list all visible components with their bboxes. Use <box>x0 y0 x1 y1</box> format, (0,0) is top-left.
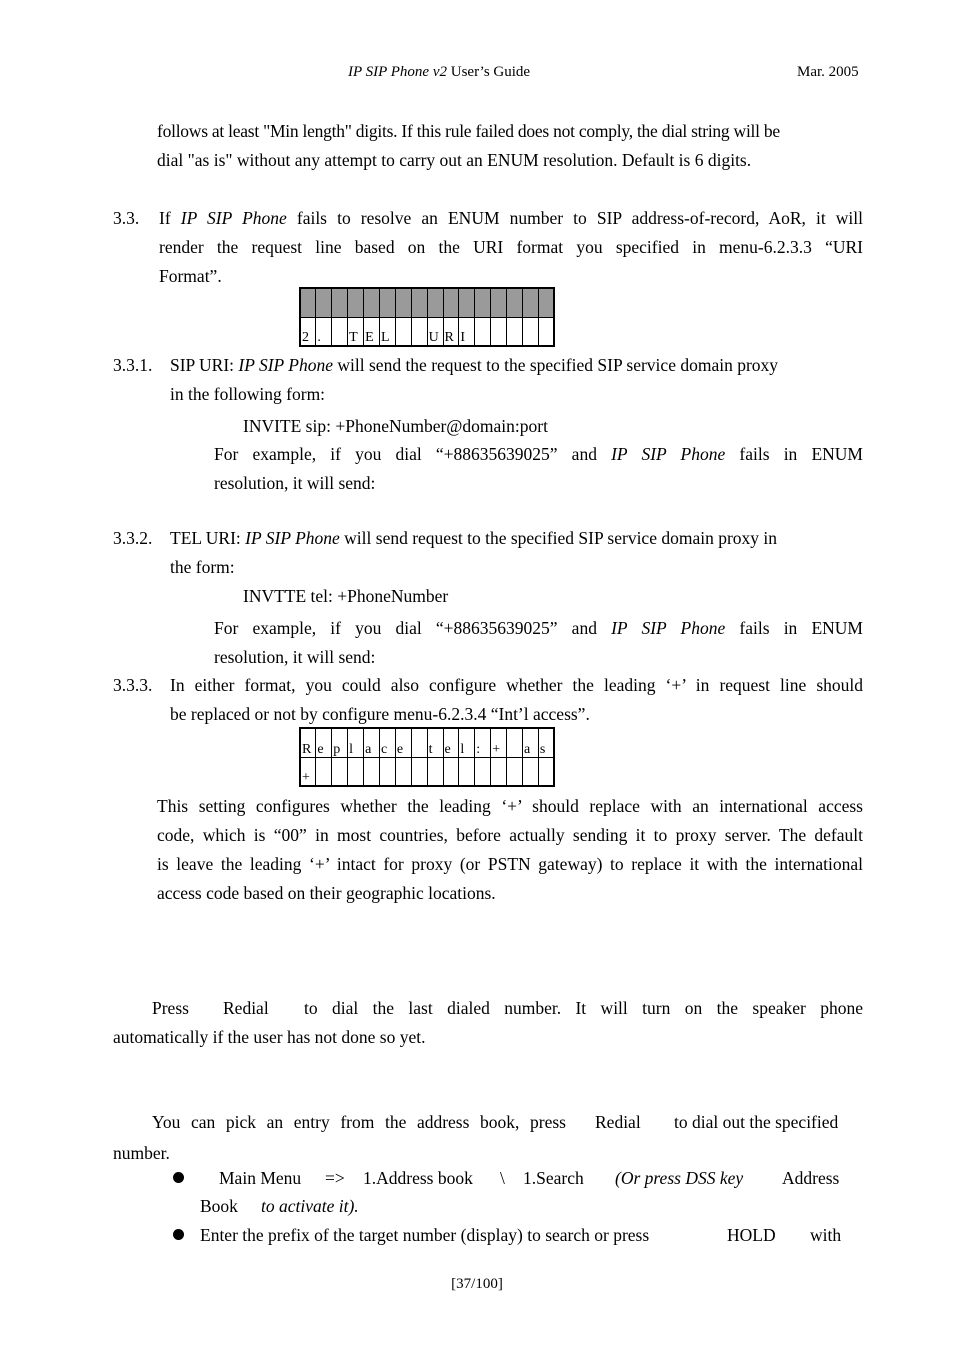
section-3-3-line-1 <box>159 204 863 233</box>
lcd2.row2-cell <box>443 757 459 786</box>
s331-ex1-it: IP SIP Phone <box>611 444 726 464</box>
lcd1.row2-cell: U <box>427 317 443 346</box>
s332-ex1-b: fails in ENUM <box>725 618 863 638</box>
b1-search: 1.Search <box>523 1168 584 1188</box>
lcd2.row2-cell <box>491 757 507 786</box>
section-3-3-3-line-1: In either format, you could also configure whether the leading ‘+’ in request line should <box>170 675 863 695</box>
lcd1.row1-cell <box>427 288 443 317</box>
lcd1.row1-cell <box>395 288 411 317</box>
b2-text: Enter the prefix of the target number (display) to search or press <box>200 1225 650 1245</box>
lcd2.row2-cell <box>411 757 427 786</box>
section-3-3-line-3: Format”. <box>159 266 222 286</box>
lcd2.row2-cell <box>507 757 523 786</box>
lcd2.row2-cell <box>364 757 380 786</box>
lcd2.row2-cell <box>522 757 538 786</box>
b1-activate: to activate it). <box>261 1196 359 1216</box>
lcd1.row2-cell <box>522 317 538 346</box>
lcd1.row1-cell <box>522 288 538 317</box>
lcd2.row1-cell: e <box>443 728 459 757</box>
lcd1.row1-cell <box>332 288 348 317</box>
b1-sep: \ <box>500 1168 505 1188</box>
b1-address-book: 1.Address book <box>363 1168 473 1188</box>
s332-l1-a: TEL URI: <box>170 528 246 548</box>
section-3-3-2-number: 3.3.2. <box>113 528 153 548</box>
section-3-3-1-line-1 <box>170 351 778 380</box>
section-3-3-3-number: 3.3.3. <box>113 675 153 695</box>
pick-line-1-b: to dial out the specified <box>674 1112 839 1132</box>
lcd2.row1-cell: s <box>538 728 554 757</box>
s332-ex1-it: IP SIP Phone <box>611 618 726 638</box>
lcd1.row1-cell <box>316 288 332 317</box>
lcd2.row1-cell: t <box>427 728 443 757</box>
section-3-3-2-line-2: the form: <box>170 557 235 577</box>
lcd1.row1-cell <box>538 288 554 317</box>
setting-line-2: code, which is “00” in most countries, before actually sending it to proxy server. The default <box>157 825 863 845</box>
lcd1.row1-cell <box>300 288 316 317</box>
b2-with: with <box>810 1225 842 1245</box>
s33-l1-a: If <box>159 208 181 228</box>
intro-line-2: dial "as is" without any attempt to carry out an ENUM resolution. Default is 6 digits. <box>157 150 752 170</box>
header-title <box>348 58 530 87</box>
s331-l1-it: IP SIP Phone <box>238 355 334 375</box>
lcd1.row2-cell: 2 <box>300 317 316 346</box>
lcd2.row1-cell: a <box>364 728 380 757</box>
section-3-3-1-example-2: resolution, it will send: <box>214 473 376 493</box>
section-3-3-1-code: INVITE sip: +PhoneNumber@domain:port <box>243 416 548 436</box>
lcd1.row1-cell <box>475 288 491 317</box>
lcd1.row1-cell <box>491 288 507 317</box>
header-date: Mar. 2005 <box>797 64 859 80</box>
s332-ex1-a: For example, if you dial “+88635639025” and <box>214 618 612 638</box>
s331-l1-a: SIP URI: <box>170 355 239 375</box>
lcd1.row2-cell: . <box>316 317 332 346</box>
section-3-3-2-code: INVTTE tel: +PhoneNumber <box>243 586 449 606</box>
s332-l1-it: IP SIP Phone <box>245 528 340 548</box>
lcd1.row2-cell: R <box>443 317 459 346</box>
lcd2.row1-cell: l <box>348 728 364 757</box>
lcd2.row2-cell <box>332 757 348 786</box>
header-title-italic: IP SIP Phone v2 <box>348 64 448 80</box>
lcd1.row1-cell <box>507 288 523 317</box>
lcd2.row2-cell <box>395 757 411 786</box>
lcd-display-uri-format <box>299 287 555 347</box>
section-3-3-2-example-1 <box>214 614 863 643</box>
bullet-2-icon <box>173 1229 184 1240</box>
lcd2.row1-cell: : <box>475 728 491 757</box>
lcd2.row1-cell: e <box>395 728 411 757</box>
lcd2.row1-cell <box>411 728 427 757</box>
lcd1.row2-cell: E <box>364 317 380 346</box>
lcd2.row2-cell <box>316 757 332 786</box>
lcd1.row1-cell <box>411 288 427 317</box>
lcd1.row1-cell <box>364 288 380 317</box>
redial-line-1-rest: to dial the last dialed number. It will turn on the speaker phone <box>304 998 863 1018</box>
lcd2.row1-cell <box>507 728 523 757</box>
section-3-3-2-example-2: resolution, it will send: <box>214 647 376 667</box>
lcd2.row1-cell: a <box>522 728 538 757</box>
b1-book: Book <box>200 1196 238 1216</box>
lcd1.row2-cell: I <box>459 317 475 346</box>
lcd2.row1-cell: e <box>316 728 332 757</box>
section-3-3-1-number: 3.3.1. <box>113 355 153 375</box>
b1-main: Main Menu <box>219 1168 302 1188</box>
lcd1.row2-cell: L <box>379 317 395 346</box>
section-3-3-line-2: render the request line based on the URI format you specified in menu-6.2.3.3 “URI <box>159 237 863 257</box>
s331-l1-b: will send the request to the specified SIP service domain proxy <box>333 355 779 375</box>
lcd1.row2-cell <box>475 317 491 346</box>
setting-line-4: access code based on their geographic locations. <box>157 883 496 903</box>
redial-line-2: automatically if the user has not done so yet. <box>113 1027 426 1047</box>
lcd1.row2-cell: T <box>348 317 364 346</box>
lcd1.row2-cell <box>538 317 554 346</box>
setting-line-3: is leave the leading ‘+’ intact for proxy (or PSTN gateway) to replace it with the international <box>157 854 863 874</box>
redial-key: Redial <box>223 998 269 1018</box>
page-number: [37/100] <box>451 1276 503 1292</box>
lcd2.row2-cell: + <box>300 757 316 786</box>
s33-l1-b: fails to resolve an ENUM number to SIP address-of-record, AoR, it will <box>286 208 864 228</box>
b1-address: Address <box>782 1168 840 1188</box>
section-3-3-2-line-1 <box>170 524 777 553</box>
b1-or: (Or press DSS key <box>615 1168 744 1188</box>
s331-ex1-b: fails in ENUM <box>725 444 863 464</box>
lcd2.row1-cell: p <box>332 728 348 757</box>
lcd2.row2-cell <box>459 757 475 786</box>
lcd1.row1-cell <box>459 288 475 317</box>
header-title-rest: User’s Guide <box>447 64 531 80</box>
lcd2.row1-cell: + <box>491 728 507 757</box>
section-3-3-number: 3.3. <box>113 208 140 228</box>
lcd2.row2-cell <box>475 757 491 786</box>
b1-arrow: => <box>325 1168 345 1188</box>
pick-line-1-a: You can pick an entry from the address book, press <box>152 1112 566 1132</box>
section-3-3-3-line-2: be replaced or not by configure menu-6.2.3.4 “Int’l access”. <box>170 704 590 724</box>
lcd1.row2-cell <box>332 317 348 346</box>
s332-l1-b: will send request to the specified SIP service domain proxy in <box>339 528 778 548</box>
lcd2.row2-cell <box>538 757 554 786</box>
lcd2.row2-cell <box>379 757 395 786</box>
lcd2.row1-cell: c <box>379 728 395 757</box>
lcd1.row1-cell <box>379 288 395 317</box>
section-3-3-1-example-1 <box>214 440 863 469</box>
lcd2.row1-cell: l <box>459 728 475 757</box>
lcd2.row1-cell: R <box>300 728 316 757</box>
b2-hold: HOLD <box>727 1225 776 1245</box>
bullet-1-icon <box>173 1172 184 1183</box>
pick-line-2: number. <box>113 1143 170 1163</box>
lcd1.row2-cell <box>491 317 507 346</box>
lcd1.row2-cell <box>395 317 411 346</box>
lcd1.row1-cell <box>348 288 364 317</box>
setting-line-1: This setting configures whether the leading ‘+’ should replace with an international access <box>157 796 863 816</box>
lcd1.row2-cell <box>411 317 427 346</box>
s331-ex1-a: For example, if you dial “+88635639025” and <box>214 444 612 464</box>
intro-line-1: follows at least "Min length" digits. If this rule failed does not comply, the dial string will be <box>157 121 780 141</box>
lcd1.row1-cell <box>443 288 459 317</box>
pick-key: Redial <box>595 1112 641 1132</box>
lcd1.row2-cell <box>507 317 523 346</box>
redial-press: Press <box>152 998 189 1018</box>
lcd2.row2-cell <box>348 757 364 786</box>
section-3-3-1-line-2: in the following form: <box>170 384 326 404</box>
lcd-display-intl-access <box>299 727 555 787</box>
lcd2.row2-cell <box>427 757 443 786</box>
s33-l1-it: IP SIP Phone <box>180 208 287 228</box>
